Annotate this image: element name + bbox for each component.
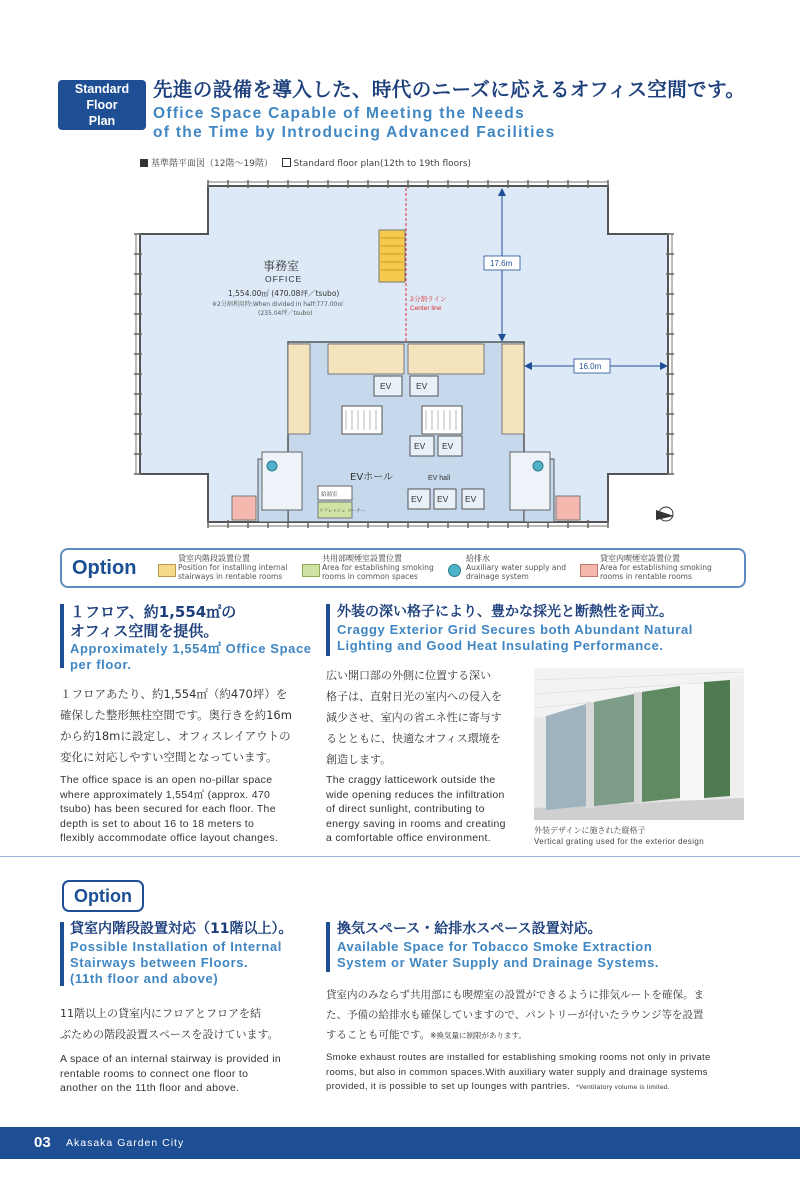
ev-label-2: EV [416,381,428,391]
zone-upper-right [408,344,484,374]
water-supply-left [267,461,277,471]
zone-right-strip [502,344,524,434]
exterior-photo [534,668,744,820]
title-en-line1: Office Space Capable of Meeting the Needs [153,105,525,122]
divided-tsubo: (235.04坪／tsubo) [258,310,313,317]
sec2-heading-en1: Craggy Exterior Grid Secures both Abundant Natural [337,622,694,637]
section3-heading [70,920,292,987]
sec2-heading-jp: 外装の深い格子により、豊かな採光と断熱性を両立。 [337,604,673,620]
sec4-en-line3: provided, it is possible to set up lounges with pantries. [326,1081,571,1092]
plan-caption-jp: 基準階平面図（12階～19階） [151,159,273,169]
zone-left-strip [288,344,310,434]
legend-common-smoking-en2: rooms in common spaces [322,572,418,581]
photo-caption [534,825,704,847]
sec3-heading-en2: Stairways between Floors. [70,955,249,970]
title-en-line2: of the Time by Introducing Advanced Facilities [153,124,556,141]
sec4-heading-jp: 換気スペース・給排水スペース設置対応。 [337,921,602,937]
sec4-jp-note: ※換気量に制限があります。 [430,1031,526,1040]
section-divider [0,856,800,857]
legend-swatch-room-smoking [580,564,598,577]
sec3-en-line3: another on the 11th floor and above. [60,1082,240,1094]
sec1-en-line4: depth is set to about 16 to 18 meters to [60,817,255,830]
sec1-body-jp [60,684,310,768]
page-title-jp: 先進の設備を導入した、時代のニーズに応えるオフィス空間です。 [153,78,746,101]
photo-caption-jp: 外装デザインに施された縦格子 [534,826,646,835]
sec2-jp-line2: 格子は、直射日光の室内への侵入を [326,690,502,703]
sec4-jp-line2: た、予備の給排水も確保していますので、パントリーが付いたラウンジ等を設置 [326,1009,704,1021]
sec1-heading-en1: Approximately 1,554㎡ Office Space [70,641,312,656]
legend-water-en1: Auxiliary water supply and [466,563,567,572]
zone-upper-left [328,344,404,374]
legend-common-smoking-en1: Area for establishing smoking [322,563,434,572]
page-number: 03 [34,1134,51,1151]
legend-swatch-water [448,564,461,577]
sec2-jp-line3: 減少させ、室内の省エネ性に寄与す [326,711,502,724]
legend-item-stair [178,554,288,581]
footer-name: Akasaka Garden City [66,1137,185,1149]
sec4-body-en [326,1051,766,1096]
sec4-body-jp [326,985,756,1046]
filled-square-icon [140,159,148,167]
legend-water-en2: drainage system [466,572,529,581]
plan-caption-en: Standard floor plan(12th to 19th floors) [293,159,472,169]
sec2-heading-en2: Lighting and Good Heat Insulating Performance. [337,638,664,653]
sec2-en-line4: energy saving in rooms and creating [326,817,506,830]
legend-item-water [466,554,566,581]
ev-label-6: EV [437,494,449,504]
sec1-body-en [60,773,320,846]
legend-swatch-stair [158,564,176,577]
smoking-area-left [232,496,256,520]
sec4-en-note: *Ventilatory volume is limited. [576,1084,670,1091]
pantry-label: 給湯室 [321,492,338,498]
sec1-en-line5: flexibly accommodate office layout changes. [60,832,279,844]
sec4-en-line2: rooms, but also in common spaces.With auxiliary water supply and drainage systems [326,1066,708,1078]
ev-label-7: EV [465,494,477,504]
option-legend [60,548,746,588]
legend-water-jp: 給排水 [466,554,490,563]
ev-hall-jp: EVホール [350,472,393,483]
sec2-en-line5: a comfortable office environment. [326,832,491,844]
sec2-jp-line5: 創造します。 [326,753,392,766]
section2-bar [326,604,330,656]
sec2-en-line2: wide opening reduces the infiltration [326,788,505,801]
sec2-en-line3: of direct sunlight, contributing to [326,803,485,815]
section4-heading [337,920,659,971]
sec1-jp-line1: １フロアあたり、約1,554㎡（約470坪）を [60,687,288,701]
divided-note: ※2分割利用時:When divided in half:777.00㎡ [212,301,344,308]
section3-bar [60,922,64,986]
water-supply-right [533,461,543,471]
sec1-en-line2: where approximately 1,554㎡ (approx. 470 [60,788,271,801]
sec4-en-line1: Smoke exhaust routes are installed for establishing smoking rooms not only in private [326,1052,711,1063]
toilet-right [510,452,550,510]
sec2-body-jp [326,665,526,770]
section4-bar [326,922,330,972]
standard-floor-plan-tag [58,80,146,130]
sec2-jp-line1: 広い開口部の外側に位置する深い [326,669,491,682]
sec4-heading-en2: System or Water Supply and Drainage Systems. [337,955,660,970]
plan-caption [140,156,471,169]
sec1-jp-line4: 変化に対応しやすい空間となっています。 [60,750,278,764]
tag-line1: Standard Floor [74,82,130,112]
sec1-heading-jp2: オフィス空間を提供。 [70,622,219,640]
page-title-en [153,104,556,142]
office-label-en: OFFICE [265,274,303,284]
ev-label-1: EV [380,381,392,391]
ev-label-4: EV [442,441,454,451]
legend-swatch-common-smoking [302,564,320,577]
office-area-text: 1,554.00㎡ (470.08坪／tsubo) [228,289,340,298]
sec2-en-line1: The craggy latticework outside the [326,774,496,786]
legend-room-smoking-jp: 貸室内喫煙室設置位置 [600,554,680,563]
sec1-en-line1: The office space is an open no-pillar space [60,774,273,786]
legend-title: Option [72,557,137,579]
ev-hall-en: EV hall [428,475,451,482]
smoking-area-right [556,496,580,520]
sec2-jp-line4: るとともに、快適なオフィス環境を [326,732,501,745]
legend-item-room-smoking [600,554,712,581]
ev-label-3: EV [414,441,426,451]
legend-room-smoking-en2: rooms in rentable rooms [600,572,692,581]
center-line-jp: 2分割ライン [410,295,447,303]
legend-common-smoking-jp: 共用部喫煙室設置位置 [322,554,402,563]
sec3-body-en [60,1052,310,1096]
empty-square-icon [282,158,291,167]
sec1-jp-line2: 確保した整形無柱空間です。奥行きを約16m [60,708,292,722]
legend-item-common-smoking [322,554,434,581]
section1-heading [70,603,312,673]
sec1-en-line3: tsubo) has been secured for each floor. The [60,803,276,815]
legend-stair-en1: Position for installing internal [178,563,288,572]
office-label-jp: 事務室 [263,259,300,273]
dim-horizontal-label: 16.0m [579,362,602,371]
toilet-left [262,452,302,510]
sec4-jp-line3: することも可能です。 [326,1029,431,1041]
sec3-en-line2: rentable rooms to connect one floor to [60,1067,249,1080]
sec2-body-en [326,773,526,846]
north-arrow-icon [656,507,674,521]
legend-stair-jp: 貸室内階段設置位置 [178,554,250,563]
dim-vertical-label: 17.6m [490,259,513,268]
sec3-jp-line2: ぶための階段設置スペースを設けています。 [60,1028,279,1041]
sec1-heading-en2: per floor. [70,657,132,672]
refresh-corner-label: リフレッシュ コーナー [319,509,366,514]
sec1-jp-line3: から約18mに設定し、オフィスレイアウトの [60,729,291,743]
center-line-en: Center line [410,305,442,312]
option2-box [62,880,144,912]
sec4-heading-en1: Available Space for Tobacco Smoke Extraction [337,939,653,954]
sec3-heading-jp: 貸室内階段設置対応（11階以上）。 [70,921,293,937]
footer-bar [0,1127,800,1159]
section1-bar [60,604,64,668]
sec3-body-jp [60,1003,310,1045]
sec4-jp-line1: 貸室内のみならず共用部にも喫煙室の設置ができるように排気ルートを確保。ま [326,989,704,1001]
legend-stair-en2: stairways in rentable rooms [178,572,283,581]
tag-line2: Plan [88,114,116,128]
floor-plan [128,174,688,536]
photo-caption-en: Vertical grating used for the exterior design [534,837,705,846]
sec1-heading-jp1: １フロア、約1,554㎡の [70,603,237,621]
sec3-jp-line1: 11階以上の貸室内にフロアとフロアを結 [60,1007,261,1020]
sec3-en-line1: A space of an internal stairway is provided in [60,1053,281,1065]
ev-label-5: EV [411,494,423,504]
legend-room-smoking-en1: Area for establishing smoking [600,563,712,572]
sec3-heading-en3: (11th floor and above) [70,971,219,986]
section2-heading [337,603,693,654]
sec3-heading-en1: Possible Installation of Internal [70,939,282,954]
option2-title: Option [74,885,132,906]
